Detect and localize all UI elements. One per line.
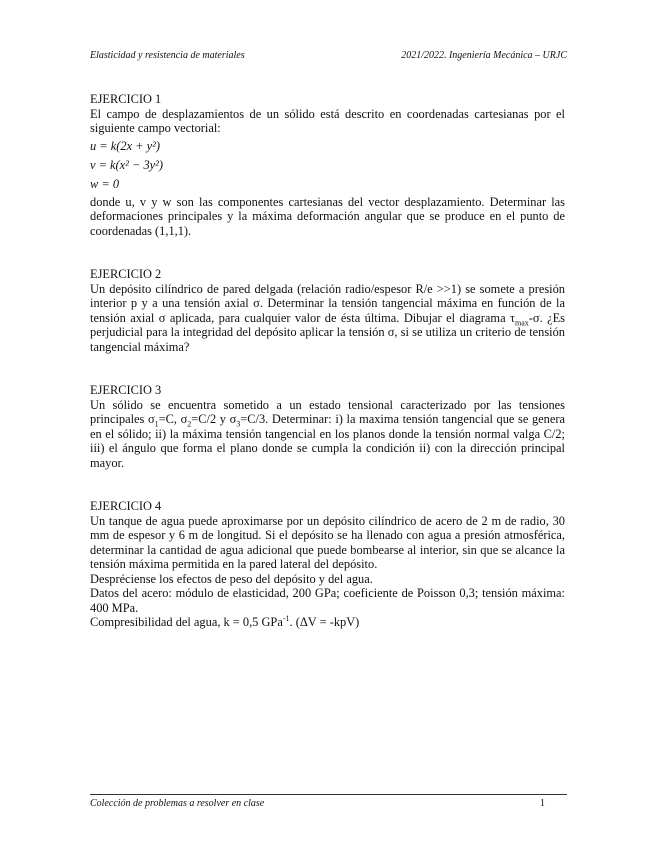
document-body <box>90 92 565 630</box>
sigma-2-subscript: 2 <box>187 419 192 429</box>
exercise-4-line-4 <box>90 615 565 630</box>
exercise-3-text-p1: =C, σ <box>158 412 188 426</box>
page-number: 1 <box>540 798 545 809</box>
sigma-1-subscript: 1 <box>154 419 159 429</box>
exercise-2-text-a: Un depósito cilíndrico de pared delgada (relación radio/espesor R/e >>1) se somete a presión interior p y a una tensión axial σ. Determinar la tensión tangencial máxima en función de la tensión axial σ aplicada, para cualquier valor de ésta última. Dibujar el diagrama τ <box>90 281 565 325</box>
exercise-3-body <box>90 398 565 471</box>
exercise-1-intro: El campo de desplazamientos de un sólido está descrito en coordenadas cartesianas por el siguiente campo vectorial: <box>90 106 565 135</box>
exercise-4-line-3: Datos del acero: módulo de elasticidad, 200 GPa; coeficiente de Poisson 0,3; tensión máxima: 400 MPa. <box>90 586 565 615</box>
compressibility-text: Compresibilidad del agua, k = 0,5 GPa <box>90 615 283 629</box>
footer-title: Colección de problemas a resolver en clase <box>90 798 265 809</box>
exercise-3-text-p2: =C/2 y σ <box>191 412 237 426</box>
page-header <box>90 50 567 64</box>
equation-v: v = k(x² − 3y²) <box>90 157 163 172</box>
header-year: 2021/2022. Ingeniería Mecánica – URJC <box>401 50 567 61</box>
exercise-1-body: donde u, v y w son las componentes cartesianas del vector desplazamiento. Determinar las deformaciones principales y la máxima deformación angular que se produce en el punto de coordenadas (1,1,1). <box>90 194 565 238</box>
exercise-1-title: EJERCICIO 1 <box>90 92 162 106</box>
header-course: Elasticidad y resistencia de materiales <box>90 50 245 61</box>
exercise-3-text-a: Un sólido se encuentra sometido a un estado tensional caracterizado por las tensiones principales σ <box>90 397 565 426</box>
exercise-2-body <box>90 282 565 355</box>
exercise-3-text-b: =C/3. Determinar: i) la maxima tensión tangencial que se genera en el sólido; ii) la máxima tensión tangencial en los planos donde la tensión normal valga C/2; iii) el ángulo que forma el plano donde se cumpla la condición ii) con la dirección principal mayor. <box>90 412 565 470</box>
exercise-4-title: EJERCICIO 4 <box>90 499 162 513</box>
exercise-2 <box>90 267 565 354</box>
page-footer <box>90 794 567 809</box>
exercise-3-title: EJERCICIO 3 <box>90 383 162 397</box>
exercise-4-line-2: Despréciense los efectos de peso del depósito y del agua. <box>90 571 373 586</box>
exercise-3 <box>90 383 565 470</box>
equation-u: u = k(2x + y²) <box>90 138 160 153</box>
compressibility-exponent: -1 <box>282 613 290 623</box>
exercise-4-body: Un tanque de agua puede aproximarse por un depósito cilíndrico de acero de 2 m de radio, 30 mm de espesor y 6 m de longitud. Si el depósito se ha llenado con agua a presión atmosférica, determinar la cantidad de agua adicional que puede bombearse al interior, sin que se alcance la tensión máxima permitida en la pared lateral del depósito. <box>90 513 565 571</box>
exercise-2-title: EJERCICIO 2 <box>90 267 162 281</box>
sigma-3-subscript: 3 <box>236 419 241 429</box>
exercise-2-text-b: -σ. ¿Es perjudicial para la integridad del depósito aplicar la tensión σ, si se utiliza un criterio de tensión tangencial máxima? <box>90 310 565 354</box>
tau-max-subscript: max <box>514 317 529 327</box>
equation-w: w = 0 <box>90 176 120 191</box>
exercise-4 <box>90 499 565 630</box>
exercise-1 <box>90 92 565 238</box>
compressibility-formula: . (ΔV = -kpV) <box>289 615 360 629</box>
